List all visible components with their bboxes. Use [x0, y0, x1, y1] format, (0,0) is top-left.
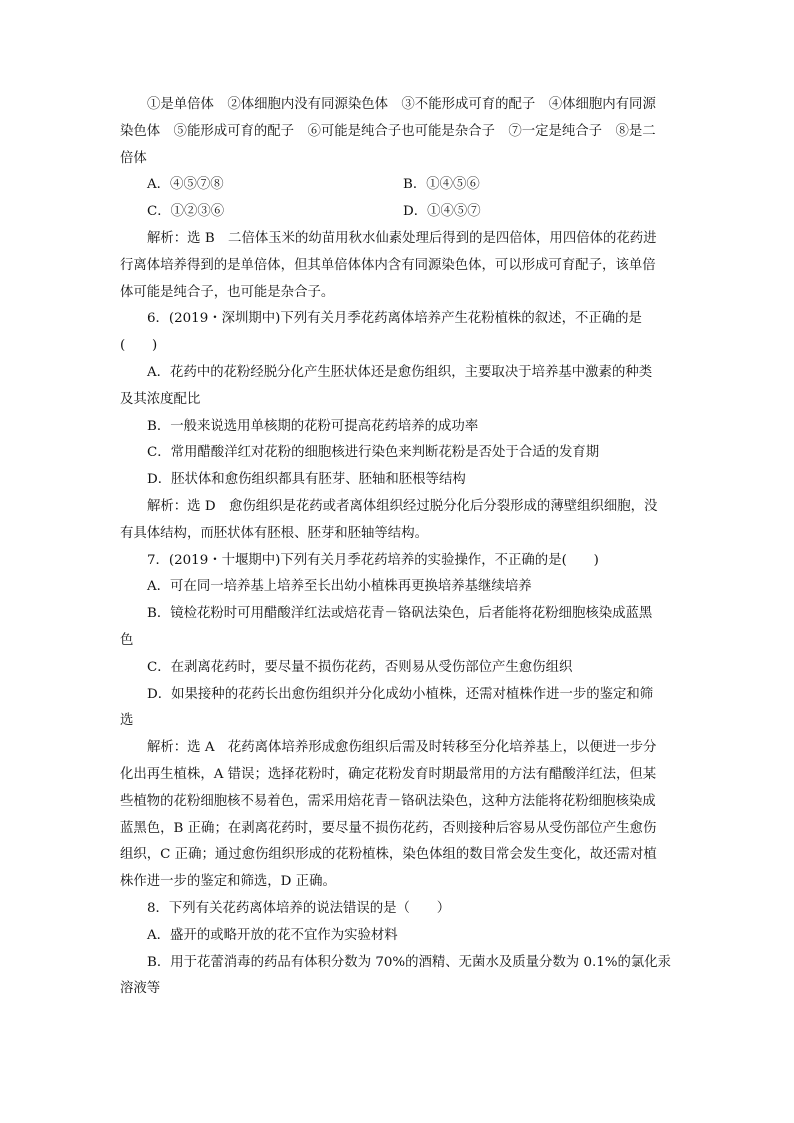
q7-option-b: B．镜检花粉时可用醋酸洋红法或焙花青－铬矾法染色，后者能将花粉细胞核染成蓝黑: [147, 606, 653, 622]
q7-option-a: A．可在同一培养基上培养至长出幼小植株再更换培养基继续培养: [147, 579, 532, 595]
q6-stem: ( ): [120, 338, 158, 354]
q5-analysis: 体可能是纯合子，也可能是杂合子。: [120, 284, 335, 300]
q8-option-a: A．盛开的或略开放的花不宜作为实验材料: [147, 927, 398, 943]
q6-option-b: B．一般来说选用单核期的花粉可提高花药培养的成功率: [147, 418, 479, 434]
q8-stem: 8．下列有关花药离体培养的说法错误的是（ ）: [147, 900, 451, 916]
q5-analysis: 行离体培养得到的是单倍体，但其单倍体体内含有同源染色体，可以形成可育配子，该单倍: [120, 257, 656, 273]
q5-analysis: 解析：选 B 二倍体玉米的幼苗用秋水仙素处理后得到的是四倍体，用四倍体的花药进: [147, 230, 657, 246]
q7-analysis: 解析：选 A 花药离体培养形成愈伤组织后需及时转移至分化培养基上，以便进一步分: [147, 740, 657, 756]
q6-stem: 6．(2019・深圳期中)下列有关月季花药离体培养产生花粉植株的叙述，不正确的是: [147, 311, 642, 327]
q6-option-d: D．胚状体和愈伤组织都具有胚芽、胚轴和胚根等结构: [147, 472, 466, 488]
text-line: 倍体: [120, 150, 147, 166]
q8-option-b: B．用于花蕾消毒的药品有体积分数为 70%的酒精、无菌水及质量分数为 0.1%的氯化汞: [147, 954, 672, 970]
q7-analysis: 组织，C 正确；通过愈伤组织形成的花粉植株，染色体组的数目常会发生变化，故还需对植: [120, 847, 657, 863]
q6-option-c: C．常用醋酸洋红对花粉的细胞核进行染色来判断花粉是否处于合适的发育期: [147, 445, 600, 461]
q5-option-a: A．④⑤⑦⑧: [147, 177, 224, 193]
q7-option-d: 选: [120, 713, 134, 729]
q7-option-b: 色: [120, 632, 134, 648]
text-line: 染色体 ⑤能形成可育的配子 ⑥可能是纯合子也可能是杂合子 ⑦一定是纯合子 ⑧是二: [120, 123, 656, 139]
q7-analysis: 蓝黑色，B 正确；在剥离花药时，要尽量不损伤花药，否则接种后容易从受伤部位产生愈伤: [120, 820, 657, 836]
q5-option-b: B．①④⑤⑥: [403, 177, 480, 193]
q5-option-c: C．①②③⑥: [147, 204, 225, 220]
q6-analysis: 有具体结构，而胚状体有胚根、胚芽和胚轴等结构。: [120, 525, 428, 541]
q7-analysis: 化出再生植株，A 错误；选择花粉时，确定花粉发育时期最常用的方法有醋酸洋红法，但某: [120, 766, 657, 782]
q6-option-a: A．花药中的花粉经脱分化产生胚状体还是愈伤组织，主要取决于培养基中激素的种类: [147, 364, 653, 380]
document-page: [120, 92, 676, 1003]
text-line: ①是单倍体 ②体细胞内没有同源染色体 ③不能形成可育的配子 ④体细胞内有同源: [147, 97, 656, 112]
q7-stem: 7．(2019・十堰期中)下列有关月季花药培养的实验操作，不正确的是( ): [147, 552, 599, 568]
q6-analysis: 解析：选 D 愈伤组织是花药或者离体组织经过脱分化后分裂形成的薄壁组织细胞，没: [147, 498, 658, 514]
q7-option-d: D．如果接种的花药长出愈伤组织并分化成幼小植株，还需对植株作进一步的鉴定和筛: [147, 686, 654, 702]
q8-option-b: 溶液等: [120, 981, 161, 997]
q5-option-d: D．①④⑤⑦: [403, 204, 481, 220]
q5-options-row: [120, 172, 676, 199]
q7-analysis: 些植物的花粉细胞核不易着色，需采用焙花青－铬矾法染色，这种方法能将花粉细胞核染成: [120, 793, 656, 809]
q5-options-row: [120, 199, 676, 226]
q7-option-c: C．在剥离花药时，要尽量不损伤花药，否则易从受伤部位产生愈伤组织: [147, 659, 573, 675]
q6-option-a: 及其浓度配比: [120, 391, 201, 407]
q7-analysis: 株作进一步的鉴定和筛选，D 正确。: [120, 874, 336, 890]
